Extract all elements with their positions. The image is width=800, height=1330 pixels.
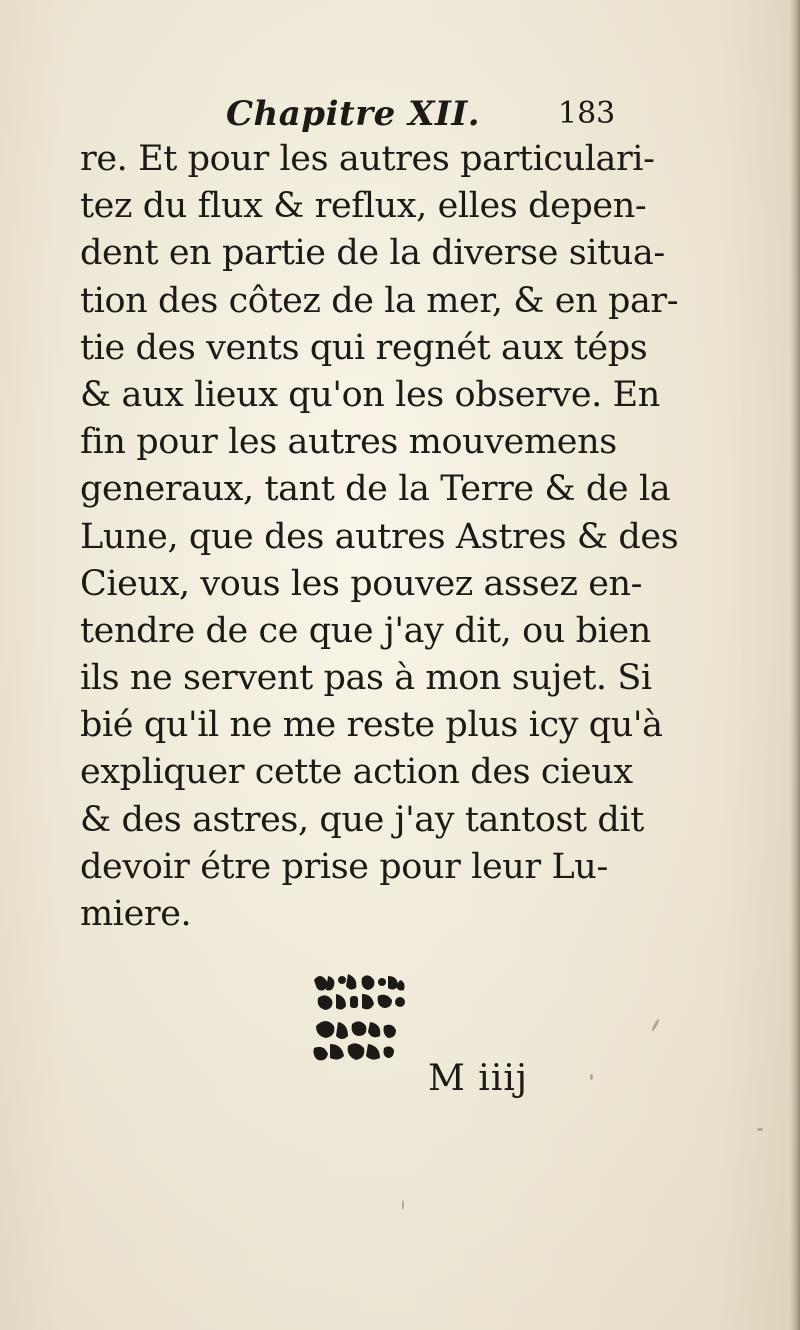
paper-speck (651, 1018, 661, 1032)
text-line: bié qu'il ne me reste plus icy qu'à (80, 705, 663, 746)
text-line: tez du flux & reflux, elles depen- (80, 186, 647, 227)
text-line: tion des côtez de la mer, & en par- (80, 280, 679, 321)
text-line: generaux, tant de la Terre & de la (80, 469, 671, 510)
body-text (80, 136, 679, 938)
text-line: & des astres, que j'ay tantost dit (80, 799, 644, 840)
floral-tailpiece-icon (306, 970, 416, 1070)
text-line: miere. (80, 894, 192, 934)
text-line: tendre de ce que j'ay dit, ou bien (80, 610, 651, 651)
paper-speck (590, 1074, 593, 1080)
running-title: Chapitre XII. (226, 94, 481, 134)
text-line: re. Et pour les autres particulari- (80, 139, 655, 179)
text-line: Lune, que des autres Astres & des (80, 516, 679, 557)
running-head (0, 94, 800, 140)
text-line: fin pour les autres mouvemens (80, 422, 617, 463)
page-number: 183 (558, 96, 616, 131)
text-line: expliquer cette action des cieux (80, 752, 633, 793)
text-line: devoir étre prise pour leur Lu- (80, 846, 608, 887)
paper-speck (402, 1200, 404, 1210)
page-edge-shadow (790, 0, 800, 1330)
signature-mark: M iiij (428, 1058, 529, 1099)
paper-speck (757, 1128, 763, 1131)
text-line: tie des vents qui regnét aux téps (80, 327, 648, 368)
text-line: dent en partie de la diverse situa- (80, 233, 665, 274)
text-line: ils ne servent pas à mon sujet. Si (80, 658, 652, 699)
text-line: & aux lieux qu'on les observe. En (80, 374, 660, 415)
text-line: Cieux, vous les pouvez assez en- (80, 563, 643, 604)
